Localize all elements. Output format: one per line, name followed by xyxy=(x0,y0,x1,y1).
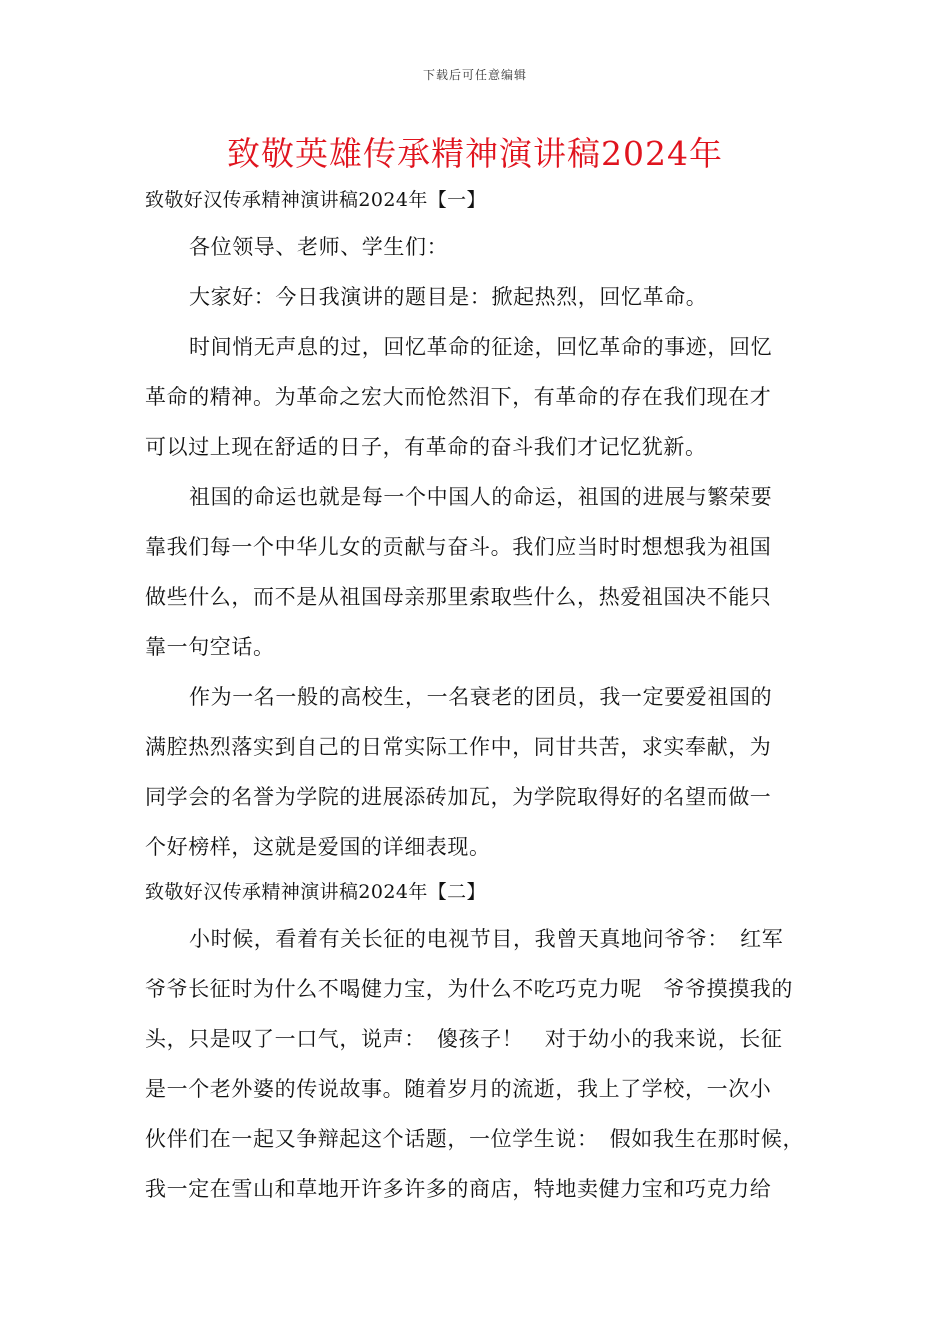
paragraph-line: 时间悄无声息的过，回忆革命的征途，回忆革命的事迹，回忆 xyxy=(189,335,773,359)
section-heading-1: 致敬好汉传承精神演讲稿2024年【一】 xyxy=(145,189,486,211)
paragraph-line: 做些什么，而不是从祖国母亲那里索取些什么，热爱祖国决不能只 xyxy=(145,585,772,609)
paragraph-line: 可以过上现在舒适的日子，有革命的奋斗我们才记忆犹新。 xyxy=(145,435,707,459)
document-body xyxy=(145,182,825,1214)
paragraph-line: 靠我们每一个中华儿女的贡献与奋斗。我们应当时时想想我为祖国 xyxy=(145,535,772,559)
paragraph-line: 我一定在雪山和草地开许多许多的商店，特地卖健力宝和巧克力给 xyxy=(145,1177,772,1201)
section-heading-2: 致敬好汉传承精神演讲稿2024年【二】 xyxy=(145,881,486,903)
paragraph-line: 靠一句空话。 xyxy=(145,635,275,659)
paragraph-line: 是一个老外婆的传说故事。随着岁月的流逝，我上了学校，一次小 xyxy=(145,1077,772,1101)
paragraph-line: 各位领导、老师、学生们： xyxy=(189,235,449,259)
paragraph-line: 满腔热烈落实到自己的日常实际工作中，同甘共苦，求实奉献，为 xyxy=(145,735,772,759)
paragraph-line: 爷爷长征时为什么不喝健力宝，为什么不吃巧克力呢 爷爷摸摸我的 xyxy=(145,977,793,1001)
header-note: 下载后可任意编辑 xyxy=(422,68,527,82)
paragraph-line: 祖国的命运也就是每一个中国人的命运，祖国的进展与繁荣要 xyxy=(189,485,773,509)
paragraph-line: 革命的精神。为革命之宏大而怆然泪下，有革命的存在我们现在才 xyxy=(145,385,772,409)
paragraph-line: 小时候，看着有关长征的电视节目，我曾天真地问爷爷： 红军 xyxy=(189,927,784,951)
paragraph-line: 大家好：今日我演讲的题目是：掀起热烈，回忆革命。 xyxy=(189,285,708,309)
paragraph-line: 作为一名一般的高校生，一名衰老的团员，我一定要爱祖国的 xyxy=(189,685,773,709)
paragraph-line: 同学会的名誉为学院的进展添砖加瓦，为学院取得好的名望而做一 xyxy=(145,785,772,809)
paragraph-line: 头，只是叹了一口气，说声： 傻孩子！ 对于幼小的我来说，长征 xyxy=(145,1027,783,1051)
paragraph-line: 个好榜样，这就是爱国的详细表现。 xyxy=(145,835,491,859)
paragraph-line: 伙伴们在一起又争辩起这个话题，一位学生说： 假如我生在那时候， xyxy=(145,1127,805,1151)
document-title: 致敬英雄传承精神演讲稿2024年 xyxy=(227,134,723,173)
